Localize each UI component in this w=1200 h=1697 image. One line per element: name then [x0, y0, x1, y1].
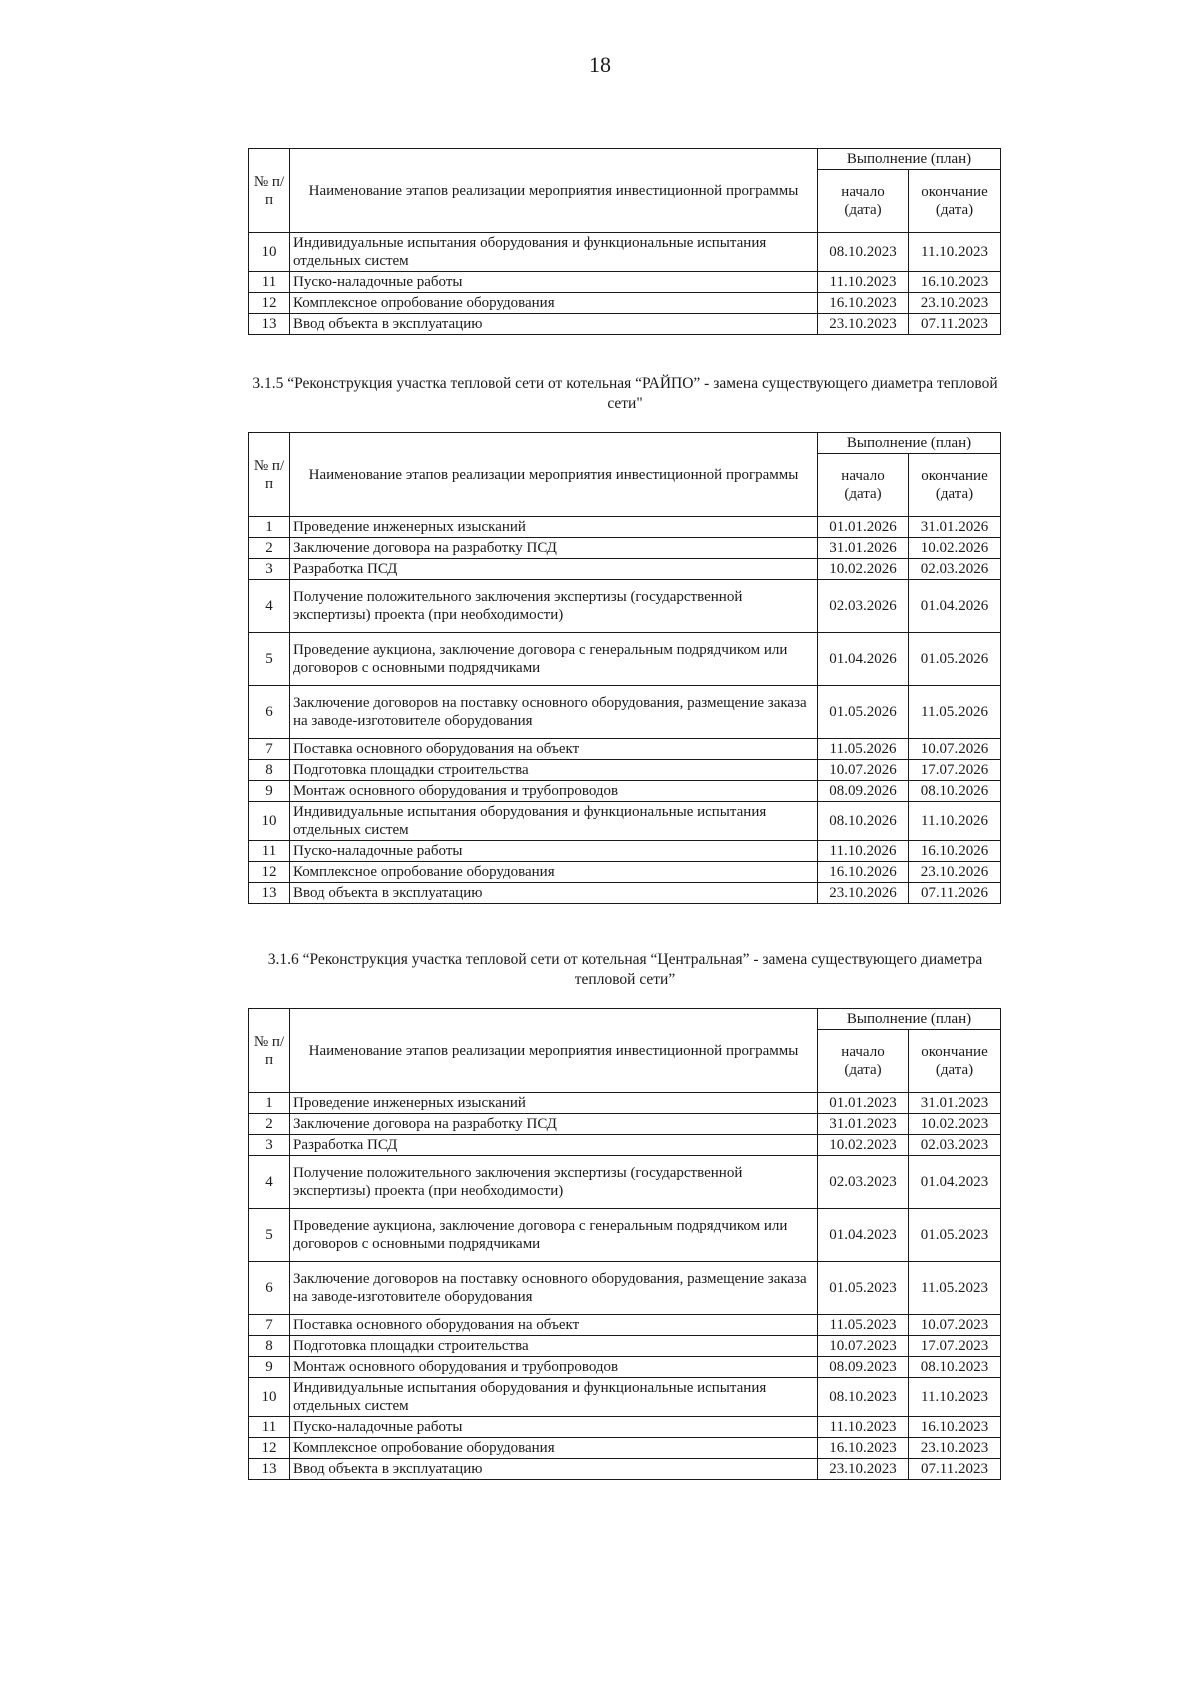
- row-number: 10: [249, 1378, 290, 1417]
- table-row: [249, 233, 1001, 272]
- row-end-date: 10.07.2026: [909, 739, 1001, 760]
- row-stage-name: Заключение договоров на поставку основного оборудования, размещение заказа на заводе-изготовителе оборудования: [290, 1262, 818, 1315]
- row-number: 5: [249, 633, 290, 686]
- table-row: [249, 559, 1001, 580]
- row-stage-name: Подготовка площадки строительства: [290, 760, 818, 781]
- table-header: [249, 149, 1001, 233]
- row-stage-name: Пуско-наладочные работы: [290, 1417, 818, 1438]
- row-stage-name: Поставка основного оборудования на объект: [290, 1315, 818, 1336]
- row-number: 12: [249, 862, 290, 883]
- table-row: [249, 686, 1001, 739]
- row-start-date: 11.10.2023: [818, 272, 909, 293]
- row-stage-name: Получение положительного заключения экспертизы (государственной экспертизы) проекта (при необходимости): [290, 1156, 818, 1209]
- row-stage-name: Пуско-наладочные работы: [290, 841, 818, 862]
- row-start-date: 10.07.2023: [818, 1336, 909, 1357]
- row-stage-name: Пуско-наладочные работы: [290, 272, 818, 293]
- table-row: [249, 1315, 1001, 1336]
- row-start-date: 11.10.2026: [818, 841, 909, 862]
- row-stage-name: Ввод объекта в эксплуатацию: [290, 1459, 818, 1480]
- header-start: начало (дата): [818, 170, 909, 233]
- row-stage-name: Монтаж основного оборудования и трубопроводов: [290, 1357, 818, 1378]
- row-end-date: 01.05.2023: [909, 1209, 1001, 1262]
- table-row: [249, 739, 1001, 760]
- header-name: Наименование этапов реализации мероприятия инвестиционной программы: [290, 149, 818, 233]
- row-start-date: 16.10.2023: [818, 1438, 909, 1459]
- row-number: 13: [249, 314, 290, 335]
- row-start-date: 01.01.2026: [818, 517, 909, 538]
- row-end-date: 01.04.2023: [909, 1156, 1001, 1209]
- row-number: 2: [249, 538, 290, 559]
- row-start-date: 08.10.2023: [818, 1378, 909, 1417]
- row-stage-name: Заключение договора на разработку ПСД: [290, 1114, 818, 1135]
- row-end-date: 16.10.2023: [909, 1417, 1001, 1438]
- table-row: [249, 1378, 1001, 1417]
- table-row: [249, 272, 1001, 293]
- row-stage-name: Проведение аукциона, заключение договора с генеральным подрядчиком или договоров с основными подрядчиками: [290, 1209, 818, 1262]
- row-start-date: 16.10.2023: [818, 293, 909, 314]
- header-num: № п/п: [249, 433, 290, 517]
- row-stage-name: Индивидуальные испытания оборудования и функциональные испытания отдельных систем: [290, 233, 818, 272]
- table-header: [249, 433, 1001, 517]
- table-header: [249, 1009, 1001, 1093]
- row-end-date: 31.01.2023: [909, 1093, 1001, 1114]
- row-stage-name: Индивидуальные испытания оборудования и функциональные испытания отдельных систем: [290, 1378, 818, 1417]
- row-stage-name: Комплексное опробование оборудования: [290, 862, 818, 883]
- row-start-date: 11.05.2026: [818, 739, 909, 760]
- row-end-date: 16.10.2026: [909, 841, 1001, 862]
- row-end-date: 17.07.2023: [909, 1336, 1001, 1357]
- row-end-date: 10.07.2023: [909, 1315, 1001, 1336]
- row-end-date: 07.11.2023: [909, 1459, 1001, 1480]
- row-number: 11: [249, 1417, 290, 1438]
- row-stage-name: Получение положительного заключения экспертизы (государственной экспертизы) проекта (при необходимости): [290, 580, 818, 633]
- row-stage-name: Ввод объекта в эксплуатацию: [290, 883, 818, 904]
- row-end-date: 08.10.2023: [909, 1357, 1001, 1378]
- row-start-date: 01.04.2023: [818, 1209, 909, 1262]
- row-number: 6: [249, 686, 290, 739]
- table-row: [249, 1093, 1001, 1114]
- row-stage-name: Заключение договора на разработку ПСД: [290, 538, 818, 559]
- table-body: [249, 517, 1001, 904]
- header-name: Наименование этапов реализации мероприятия инвестиционной программы: [290, 433, 818, 517]
- row-number: 2: [249, 1114, 290, 1135]
- row-number: 9: [249, 781, 290, 802]
- table-row: [249, 1135, 1001, 1156]
- row-number: 5: [249, 1209, 290, 1262]
- row-start-date: 01.05.2023: [818, 1262, 909, 1315]
- row-start-date: 08.10.2023: [818, 233, 909, 272]
- table-row: [249, 538, 1001, 559]
- header-execution: Выполнение (план): [818, 433, 1001, 454]
- row-stage-name: Монтаж основного оборудования и трубопроводов: [290, 781, 818, 802]
- table-row: [249, 1417, 1001, 1438]
- row-number: 11: [249, 272, 290, 293]
- schedule-table-3-1-5: [248, 432, 1001, 904]
- row-end-date: 08.10.2026: [909, 781, 1001, 802]
- header-name: Наименование этапов реализации мероприятия инвестиционной программы: [290, 1009, 818, 1093]
- row-number: 1: [249, 517, 290, 538]
- row-end-date: 11.10.2026: [909, 802, 1001, 841]
- row-number: 12: [249, 293, 290, 314]
- row-end-date: 17.07.2026: [909, 760, 1001, 781]
- row-start-date: 31.01.2023: [818, 1114, 909, 1135]
- row-number: 4: [249, 1156, 290, 1209]
- row-start-date: 10.02.2026: [818, 559, 909, 580]
- row-stage-name: Подготовка площадки строительства: [290, 1336, 818, 1357]
- table-row: [249, 314, 1001, 335]
- table-body: [249, 1093, 1001, 1480]
- row-stage-name: Проведение аукциона, заключение договора с генеральным подрядчиком или договоров с основными подрядчиками: [290, 633, 818, 686]
- schedule-table-3-1-6: [248, 1008, 1001, 1480]
- table-row: [249, 633, 1001, 686]
- row-stage-name: Заключение договоров на поставку основного оборудования, размещение заказа на заводе-изготовителе оборудования: [290, 686, 818, 739]
- header-execution: Выполнение (план): [818, 149, 1001, 170]
- row-start-date: 08.09.2023: [818, 1357, 909, 1378]
- header-end: окончание (дата): [909, 454, 1001, 517]
- row-stage-name: Индивидуальные испытания оборудования и функциональные испытания отдельных систем: [290, 802, 818, 841]
- row-start-date: 02.03.2023: [818, 1156, 909, 1209]
- table-row: [249, 841, 1001, 862]
- row-end-date: 16.10.2023: [909, 272, 1001, 293]
- row-number: 1: [249, 1093, 290, 1114]
- row-start-date: 31.01.2026: [818, 538, 909, 559]
- row-stage-name: Ввод объекта в эксплуатацию: [290, 314, 818, 335]
- row-number: 3: [249, 559, 290, 580]
- table-row: [249, 883, 1001, 904]
- row-number: 11: [249, 841, 290, 862]
- row-start-date: 10.02.2023: [818, 1135, 909, 1156]
- header-execution: Выполнение (план): [818, 1009, 1001, 1030]
- row-start-date: 01.05.2026: [818, 686, 909, 739]
- row-end-date: 01.04.2026: [909, 580, 1001, 633]
- table-row: [249, 760, 1001, 781]
- row-start-date: 02.03.2026: [818, 580, 909, 633]
- row-end-date: 02.03.2023: [909, 1135, 1001, 1156]
- page-number: 18: [589, 52, 611, 77]
- row-number: 8: [249, 1336, 290, 1357]
- row-stage-name: Разработка ПСД: [290, 1135, 818, 1156]
- row-number: 8: [249, 760, 290, 781]
- table-row: [249, 802, 1001, 841]
- header-end: окончание (дата): [909, 170, 1001, 233]
- row-number: 7: [249, 739, 290, 760]
- table-row: [249, 1357, 1001, 1378]
- row-end-date: 23.10.2026: [909, 862, 1001, 883]
- row-end-date: 11.10.2023: [909, 233, 1001, 272]
- table-row: [249, 862, 1001, 883]
- row-start-date: 23.10.2023: [818, 1459, 909, 1480]
- row-end-date: 11.05.2023: [909, 1262, 1001, 1315]
- row-number: 13: [249, 1459, 290, 1480]
- row-end-date: 07.11.2026: [909, 883, 1001, 904]
- row-start-date: 01.01.2023: [818, 1093, 909, 1114]
- row-end-date: 01.05.2026: [909, 633, 1001, 686]
- row-stage-name: Поставка основного оборудования на объект: [290, 739, 818, 760]
- row-end-date: 11.05.2026: [909, 686, 1001, 739]
- row-end-date: 11.10.2023: [909, 1378, 1001, 1417]
- row-start-date: 23.10.2026: [818, 883, 909, 904]
- row-number: 4: [249, 580, 290, 633]
- row-stage-name: Разработка ПСД: [290, 559, 818, 580]
- table-row: [249, 293, 1001, 314]
- row-number: 7: [249, 1315, 290, 1336]
- row-stage-name: Проведение инженерных изысканий: [290, 517, 818, 538]
- table-body: [249, 233, 1001, 335]
- table-row: [249, 517, 1001, 538]
- row-end-date: 02.03.2026: [909, 559, 1001, 580]
- table-row: [249, 580, 1001, 633]
- row-start-date: 08.10.2026: [818, 802, 909, 841]
- row-number: 12: [249, 1438, 290, 1459]
- row-start-date: 23.10.2023: [818, 314, 909, 335]
- row-end-date: 10.02.2023: [909, 1114, 1001, 1135]
- table-row: [249, 1438, 1001, 1459]
- table-row: [249, 1459, 1001, 1480]
- schedule-table-continued: [248, 148, 1001, 335]
- table-row: [249, 1156, 1001, 1209]
- row-start-date: 10.07.2026: [818, 760, 909, 781]
- header-start: начало (дата): [818, 454, 909, 517]
- row-start-date: 11.10.2023: [818, 1417, 909, 1438]
- row-end-date: 31.01.2026: [909, 517, 1001, 538]
- row-end-date: 23.10.2023: [909, 1438, 1001, 1459]
- row-number: 10: [249, 233, 290, 272]
- table-row: [249, 1336, 1001, 1357]
- row-start-date: 08.09.2026: [818, 781, 909, 802]
- row-end-date: 07.11.2023: [909, 314, 1001, 335]
- row-start-date: 11.05.2023: [818, 1315, 909, 1336]
- row-stage-name: Комплексное опробование оборудования: [290, 1438, 818, 1459]
- header-start: начало (дата): [818, 1030, 909, 1093]
- row-number: 13: [249, 883, 290, 904]
- table-row: [249, 1262, 1001, 1315]
- row-end-date: 10.02.2026: [909, 538, 1001, 559]
- row-end-date: 23.10.2023: [909, 293, 1001, 314]
- row-number: 3: [249, 1135, 290, 1156]
- row-number: 10: [249, 802, 290, 841]
- section-title-3-1-6: 3.1.6 “Реконструкция участка тепловой сети от котельная “Центральная” - замена существующего диаметра тепловой сети”: [267, 951, 983, 988]
- header-num: № п/п: [249, 1009, 290, 1093]
- row-stage-name: Проведение инженерных изысканий: [290, 1093, 818, 1114]
- row-stage-name: Комплексное опробование оборудования: [290, 293, 818, 314]
- row-start-date: 16.10.2026: [818, 862, 909, 883]
- table-row: [249, 1209, 1001, 1262]
- table-row: [249, 781, 1001, 802]
- header-num: № п/п: [249, 149, 290, 233]
- table-row: [249, 1114, 1001, 1135]
- row-number: 6: [249, 1262, 290, 1315]
- section-title-3-1-5: 3.1.5 “Реконструкция участка тепловой сети от котельная “РАЙПО” - замена существующего диаметра тепловой сети": [252, 375, 998, 412]
- row-number: 9: [249, 1357, 290, 1378]
- header-end: окончание (дата): [909, 1030, 1001, 1093]
- row-start-date: 01.04.2026: [818, 633, 909, 686]
